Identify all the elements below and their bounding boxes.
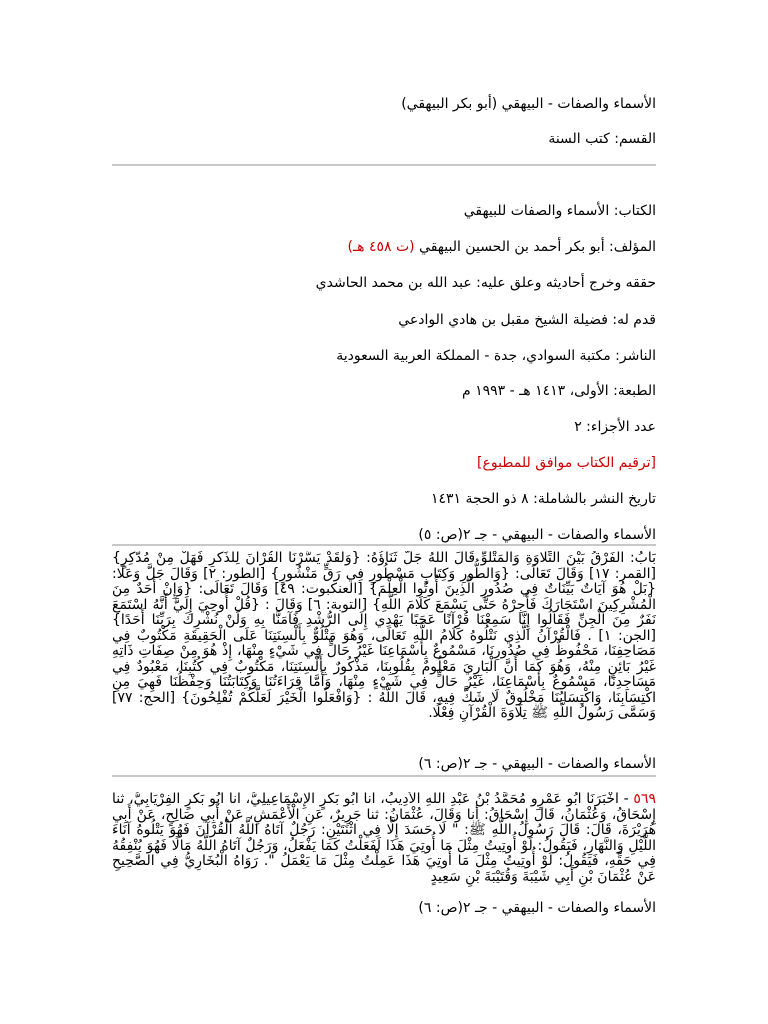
hadith-body: - أَخْبَرَنَا أَبُو عَمْرٍو مُحَمَّدُ بْنُ عَبْدِ اللَّهِ الْأَدِيبُ، أنا أَبُو بَكْرٍ الْإِسْمَاعِيلِيُّ، أنا أَبُو بَكْرٍ الْفِرْيَابِيُّ، ثنا إِسْحَاقُ، وَعُثْمَانُ، قَالَ إِسْحَاقُ: أنا وَقَالَ، عُثْمَانُ: ثنا جَرِيرٌ، عَنِ الْأَعْمَشِ، عَنْ أَبِي صَالِحٍ، عَنْ أَبِي هُرَيْرَةَ، قَالَ: قَالَ رَسُولُ اللَّهِ ﷺ: " لَا حَسَدَ إِلَّا فِي اثْنَتَيْنِ: رَجُلٌ آتَاهُ اللَّهُ الْقُرْآنَ فَهُوَ يَتْلُوهُ آنَاءَ اللَّيْلِ وَالنَّهَارِ، فَيَقُولُ: لَوْ أُوتِيتُ مِثْلَ مَا أُوتِيَ هَذَا لَفَعَلْتُ كَمَا يَفْعَلُ، وَرَجُلٌ آتَاهُ اللَّهُ مَالًا فَهُوَ يُنْفِقُهُ فِي حَقِّهِ، فَيَقُولُ: لَوْ أُوتِيتُ مِثْلَ مَا أُوتِيَ هَذَا عَمِلْتُ مِثْلَ مَا يَعْمَلُ ". رَوَاهُ الْبُخَارِيُّ فِي الصَّحِيحِ عَنْ عُثْمَانَ بْنِ أَبِي شَيْبَةَ وَقُتَيْبَةَ بْنِ سَعِيدٍ xyxy=(112,792,656,885)
author-line xyxy=(112,237,656,257)
editor-line: حققه وخرج أحاديثه وعلق عليه: عبد الله بن محمد الحاشدي xyxy=(315,275,656,291)
page-title: الأسماء والصفات - البيهقي (أبو بكر البيهقي) xyxy=(401,96,656,112)
divider xyxy=(112,775,656,777)
page-header: الأسماء والصفات - البيهقي - جـ ٢(ص: ٥) xyxy=(418,527,656,543)
divider xyxy=(112,544,656,546)
divider xyxy=(112,164,656,166)
hadith-text xyxy=(112,792,656,898)
author-name: المؤلف: أبو بكر أحمد بن الحسين البيهقي xyxy=(419,239,656,255)
hadith-number: ٥٦٩ xyxy=(633,792,656,807)
page-footer: الأسماء والصفات - البيهقي - جـ ٢(ص: ٦) xyxy=(418,900,656,916)
publish-date-line: تاريخ النشر بالشاملة: ٨ ذو الحجة ١٤٣١ xyxy=(430,491,656,507)
author-death-date: (ت ٤٥٨ هـ) xyxy=(347,239,415,255)
chapter-text xyxy=(112,551,656,756)
publisher-line: الناشر: مكتبة السوادي، جدة - المملكة العربية السعودية xyxy=(336,348,656,364)
chapter-paragraph: بَابُ: الْفَرْقُ بَيْنَ التِّلَاوَةِ وَالْمَتْلُوِّ قَالَ اللَّهُ جَلَّ ثَنَاؤُهُ: {وَلَقَدْ يَسَّرْنَا الْقُرْآنَ لِلذِّكْرِ فَهَلْ مِنْ مُدَّكِرٍ} [القمر: ١٧] وَقَالَ تَعَالَى: {وَالطُّورِ وَكِتَابٍ مَسْطُورٍ فِي رَقٍّ مَنْشُورٍ} [الطور: ٢] وَقَالَ جَلَّ وَعَلَا: {بَلْ هُوَ آيَاتٌ بَيِّنَاتٌ فِي صُدُورِ الَّذِينَ أُوتُوا الْعِلْمَ} [العنكبوت: ٤٩] وَقَالَ تَعَالَى: {وَإِنْ أَحَدٌ مِنَ الْمُشْرِكِينَ اسْتَجَارَكَ فَأَجِرْهُ حَتَّى يَسْمَعَ كَلَامَ اللَّهِ} [التوبة: ٦] وَقَالَ : {قُلْ أُوحِيَ إِلَيَّ أَنَّهُ اسْتَمَعَ نَفَرٌ مِنَ الْجِنِّ فَقَالُوا إِنَّا سَمِعْنَا قُرْآنًا عَجَبًا يَهْدِي إِلَى الرُّشْدِ فَآمَنَّا بِهِ وَلَنْ نُشْرِكَ بِرَبِّنَا أَحَدًا} [الجن: ١] . فَالْقُرْآنُ الَّذِي نَتْلُوهُ كَلَامُ اللَّهِ تَعَالَى، وَهُوَ مَتْلُوٌّ بِأَلْسِنَتِنَا عَلَى الْحَقِيقَةِ مَكْتُوبٌ فِي مَصَاحِفِنَا، مَحْفُوظٌ فِي صُدُورِنَا، مَسْمُوعٌ بِأَسْمَاعِنَا غَيْرُ حَالٍّ فِي شَيْءٍ مِنْهَا، إِذْ هُوَ مِنْ صِفَاتِ ذَاتِهِ غَيْرُ بَائِنٍ مِنْهُ، وَهُوَ كَمَا أَنَّ الْبَارِيَ مَعْلُومٌ بِقُلُوبِنَا، مَذْكُورٌ بِأَلْسِنَتِنَا، مَكْتُوبٌ فِي كُتُبِنَا، مَعْبُودٌ فِي مَسَاجِدِنَا، مَسْمُوعٌ بِأَسْمَاعِنَا، غَيْرُ حَالٍّ فِي شَيْءٍ مِنْهَا، وَأَمَّا قِرَاءَتُنَا وَكِتَابَتُنَا وَحِفْظُنَا فَهِيَ مِنِ اكْتِسَابِنَا، وَاكْتِسَابُنَا مَخْلُوقٌ لَا شَكَّ فِيهِ، قَالَ اللَّهُ : {وَافْعَلُوا الْخَيْرَ لَعَلَّكُمْ تُفْلِحُونَ} [الحج: ٧٧] وَسَمَّى رَسُولُ اللَّهِ ﷺ تِلَاوَةَ الْقُرْآنِ فِعْلًا. xyxy=(112,551,656,721)
book-title: الكتاب: الأسماء والصفات للبيهقي xyxy=(463,203,656,219)
hadith-paragraph xyxy=(112,792,656,885)
edition-line: الطبعة: الأولى، ١٤١٣ هـ - ١٩٩٣ م xyxy=(461,383,656,399)
intro-line: قدم له: فضيلة الشيخ مقبل بن هادي الوادعي xyxy=(398,312,656,328)
parts-line: عدد الأجزاء: ٢ xyxy=(574,419,656,435)
section-label: القسم: كتب السنة xyxy=(548,131,656,147)
numbering-note: [ترقيم الكتاب موافق للمطبوع] xyxy=(477,455,656,471)
page-footer: الأسماء والصفات - البيهقي - جـ ٢(ص: ٦) xyxy=(418,756,656,772)
